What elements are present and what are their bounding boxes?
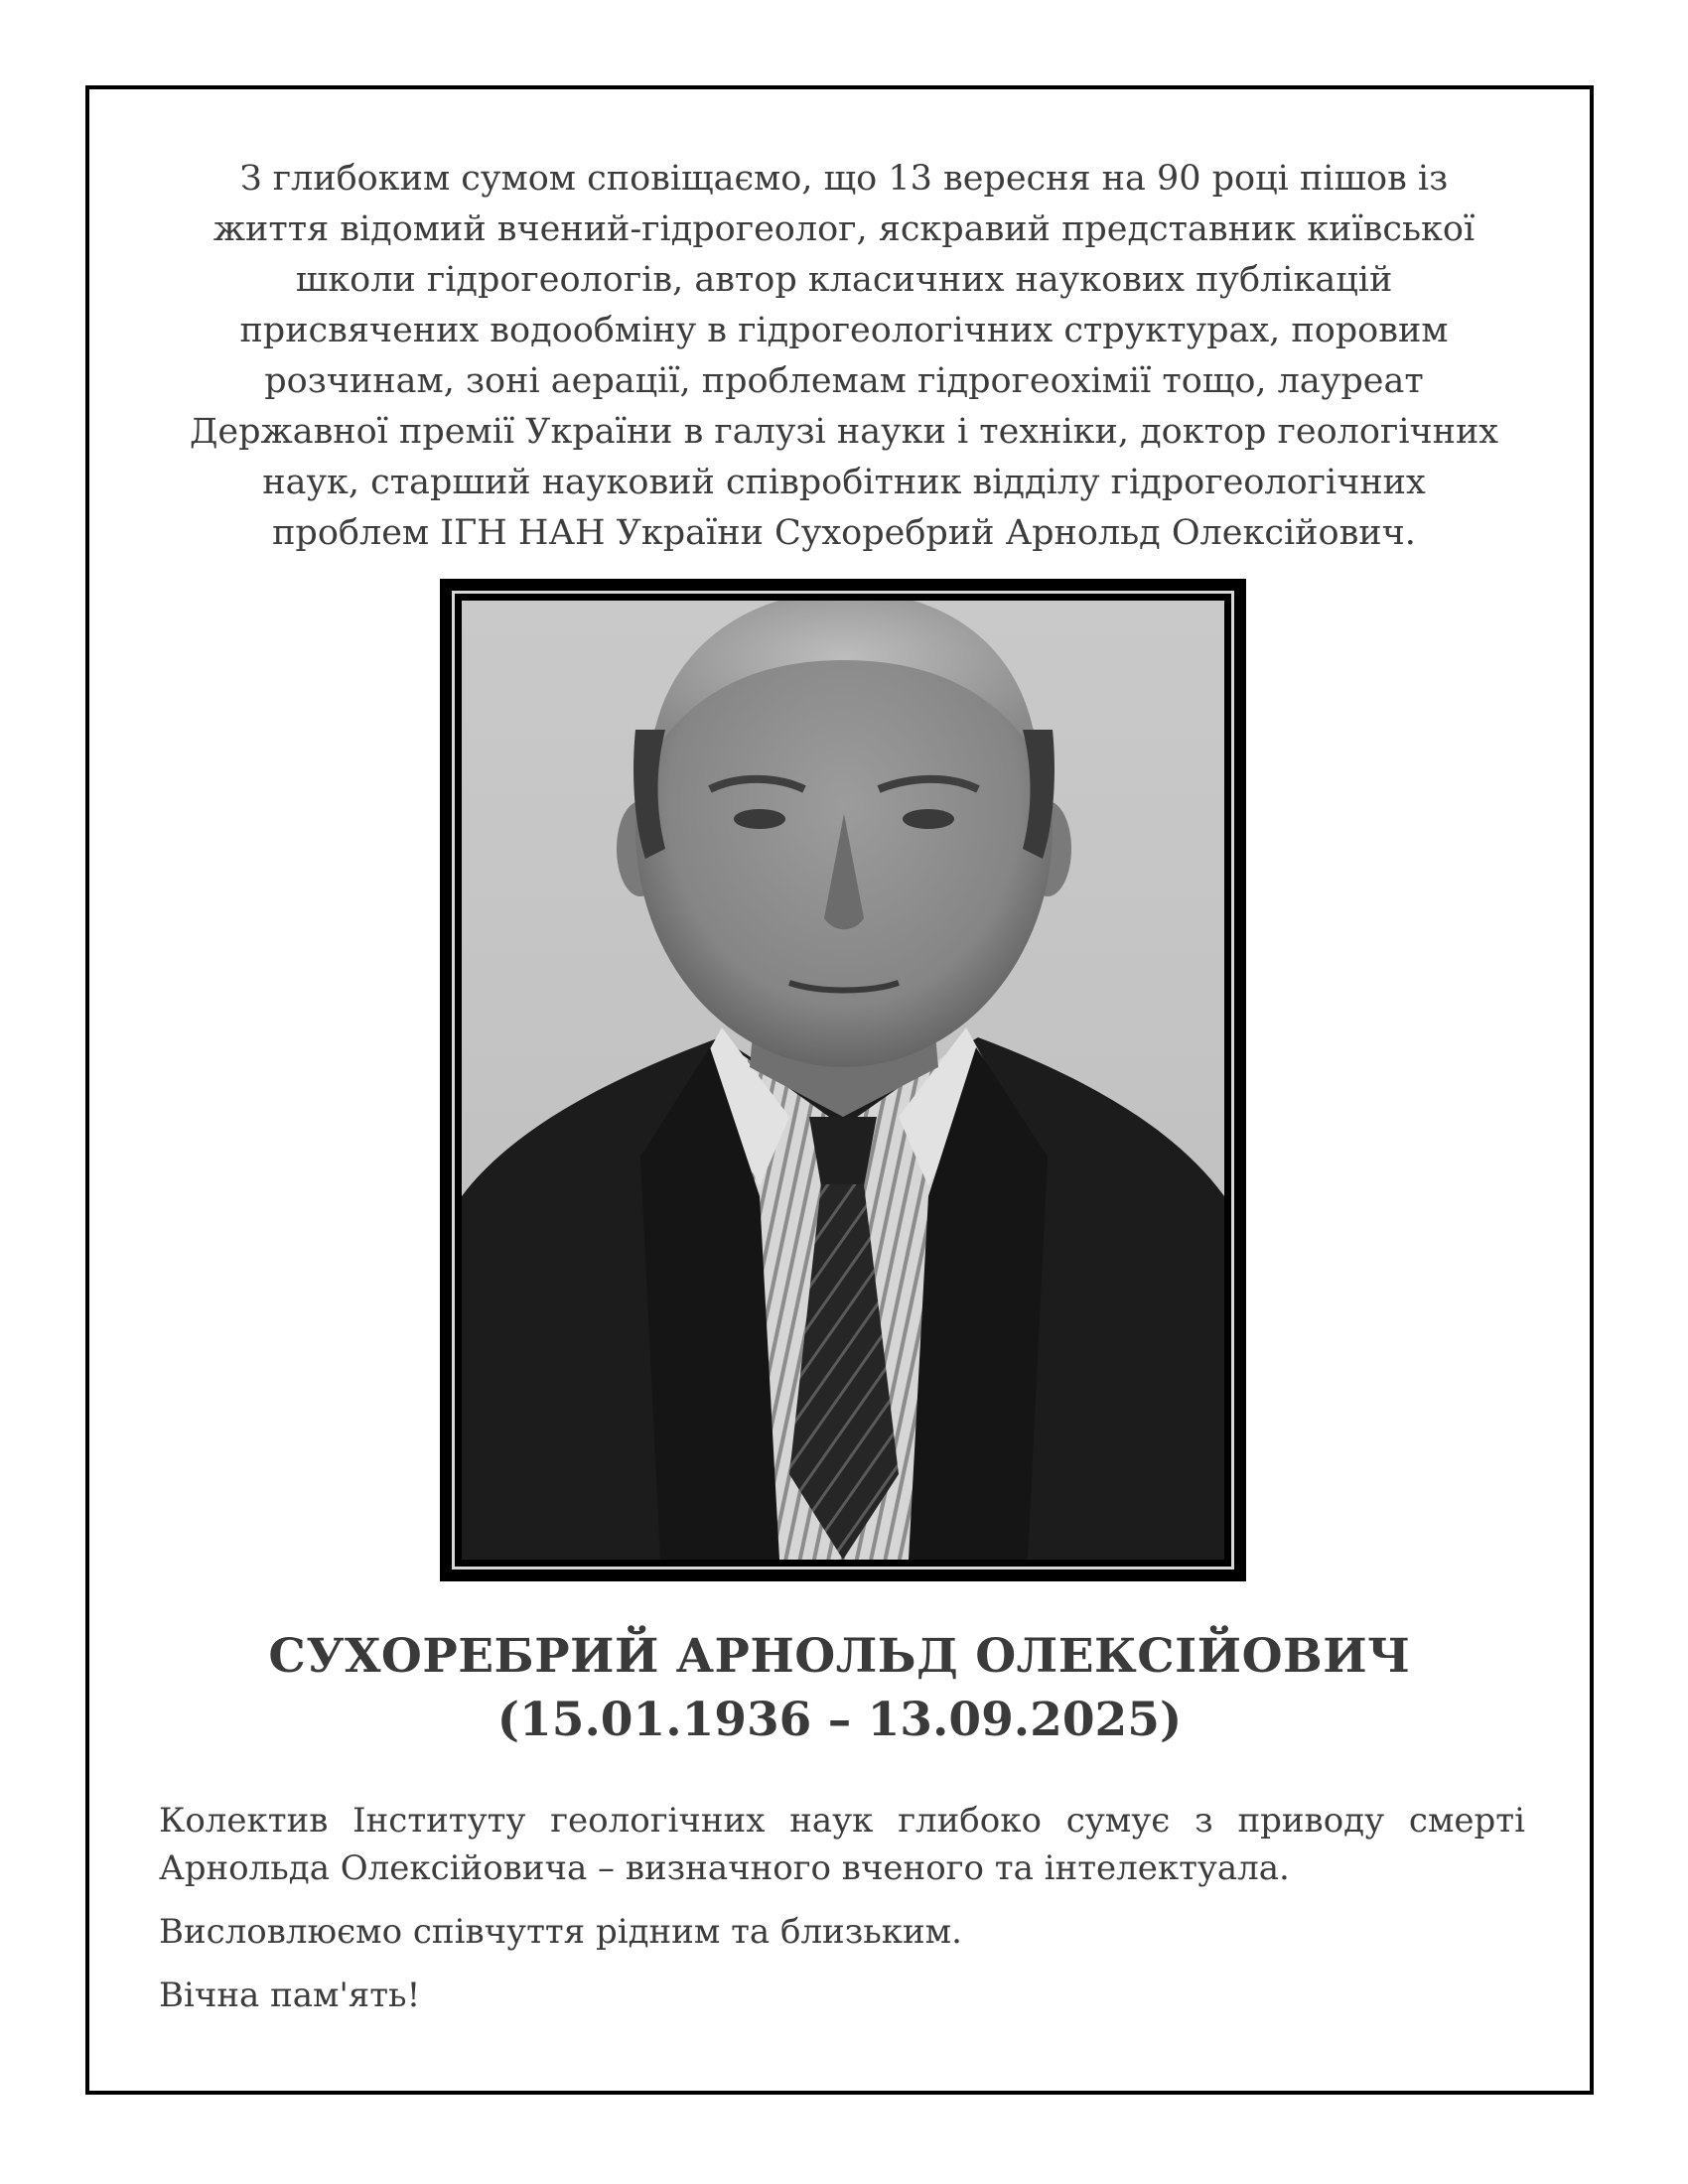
announcement-line: присвячених водообміну в гідрогеологічних структурах, поровим [239, 311, 1449, 350]
memory-line: Вічна пам'ять! [159, 1976, 421, 2015]
announcement-text [159, 154, 1529, 559]
announcement-line: проблем ІГН НАН України Сухоребрий Арнольд Олексійович. [272, 513, 1416, 553]
announcement-line: Державної премії України в галузі науки і техніки, доктор геологічних [189, 412, 1499, 452]
announcement-line: розчинам, зоні аерації, проблемам гідрогеохімії тощо, лауреат [264, 361, 1424, 401]
deceased-name: СУХОРЕБРИЙ АРНОЛЬД ОЛЕКСІЙОВИЧ [268, 1629, 1411, 1684]
announcement-line: З глибоким сумом сповіщаємо, що 13 вересня на 90 році пішов із [239, 159, 1449, 199]
condolence-line: Арнольда Олексійовича – визначного вченого та інтелектуала. [159, 1848, 1290, 1888]
portrait-frame [440, 579, 1246, 1581]
condolences-line: Висловлюємо співчуття рідним та близьким. [159, 1912, 962, 1952]
condolence-paragraph [159, 1797, 1525, 1892]
announcement-line: життя відомий вчений-гідрогеолог, яскравий представник київської [212, 209, 1476, 249]
portrait-photo [462, 601, 1224, 1560]
portrait-illustration [462, 601, 1224, 1560]
life-dates: (15.01.1936 – 13.09.2025) [496, 1693, 1183, 1747]
condolence-text [159, 1797, 1525, 2035]
announcement-line: наук, старший науковий співробітник відділу гідрогеологічних [262, 463, 1426, 502]
condolence-line: Колектив Інституту геологічних наук глибоко сумує з приводу смерті [159, 1801, 1525, 1841]
announcement-line: школи гідрогеологів, автор класичних наукових публікацій [295, 260, 1393, 300]
